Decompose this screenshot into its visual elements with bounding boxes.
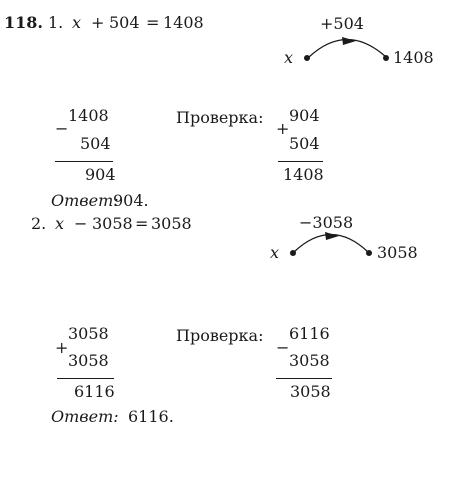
part1-diagram-start: x [284, 48, 294, 67]
part1-eq-sign: = [146, 13, 160, 32]
part1-eq-a: 504 [109, 13, 140, 32]
part2-eq-var: x [55, 214, 65, 233]
part2-eq-b: 3058 [151, 214, 192, 233]
part1-eq-b: 1408 [163, 13, 204, 32]
part2-add-top: 3058 [68, 324, 109, 343]
part1-sub-bottom: 504 [80, 134, 111, 153]
part1-check-top: 904 [289, 106, 320, 125]
part1-diagram-end: 1408 [393, 48, 434, 67]
part1-answer-value: 904. [113, 191, 149, 210]
part1-eq-var: x [72, 13, 82, 32]
part1-check-label: Проверка: [176, 108, 264, 127]
part2-start-dot [290, 250, 296, 256]
part2-check-top: 6116 [289, 324, 330, 343]
part1-sub-top: 1408 [68, 106, 109, 125]
part2-diagram-end: 3058 [377, 243, 418, 262]
part2-answer-label: Ответ: [51, 407, 119, 426]
part2-eq-op: − [74, 214, 88, 233]
part1-answer-label: Ответ: [51, 191, 119, 210]
part2-check-line [276, 378, 332, 379]
part1-check-result: 1408 [283, 165, 324, 184]
part2-check-sign: − [276, 338, 290, 357]
part1-check-sign: + [276, 119, 290, 138]
part2-add-line [57, 378, 114, 379]
part2-end-dot [366, 250, 372, 256]
part1-sub-result: 904 [85, 165, 116, 184]
part1-eq-op: + [91, 13, 105, 32]
part2-arrow-label: −3058 [299, 213, 354, 232]
part2-check-bottom: 3058 [289, 351, 330, 370]
part2-index: 2. [31, 214, 47, 233]
part2-check-label: Проверка: [176, 326, 264, 345]
part2-diagram-start: x [270, 243, 280, 262]
part1-check-bottom: 504 [289, 134, 320, 153]
part2-check-result: 3058 [290, 382, 331, 401]
part1-index: 1. [48, 13, 64, 32]
part2-answer-value: 6116. [128, 407, 174, 426]
part1-arrow-label: +504 [320, 14, 364, 33]
part2-add-sign: + [55, 338, 69, 357]
part2-add-bottom: 3058 [68, 351, 109, 370]
part2-eq-sign: = [135, 214, 149, 233]
problem-number: 118. [4, 13, 43, 32]
part2-add-result: 6116 [74, 382, 115, 401]
part2-eq-a: 3058 [92, 214, 133, 233]
part1-sub-sign: − [55, 119, 69, 138]
